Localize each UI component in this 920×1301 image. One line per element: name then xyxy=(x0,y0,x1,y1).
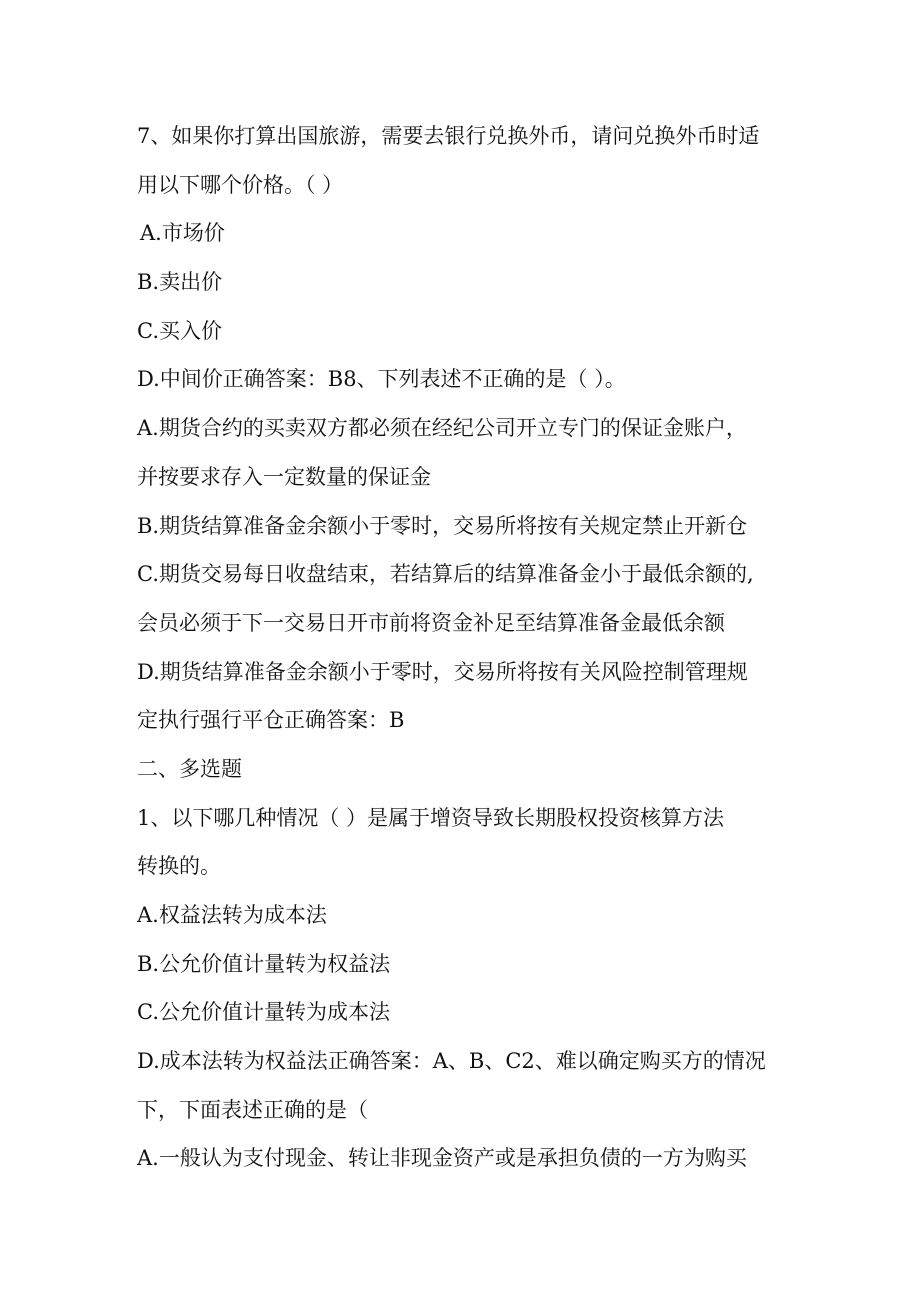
question-7-option-b: B.卖出价 xyxy=(137,270,223,295)
multi-question-1-option-c: C.公允价值计量转为成本法 xyxy=(137,1000,390,1025)
multi-question-2-line-2: 下，下面表述正确的是（ xyxy=(137,1097,368,1122)
question-7-option-c: C.买入价 xyxy=(137,318,222,343)
question-7-line-1: 7、如果你打算出国旅游，需要去银行兑换外币，请问兑换外币时适 xyxy=(137,124,760,148)
question-8-option-b: B.期货结算准备金余额小于零时，交易所将按有关规定禁止开新仓 xyxy=(137,513,748,538)
question-8-option-c-line-2: 会员必须于下一交易日开市前将资金补足至结算准备金最低余额 xyxy=(137,610,725,635)
multi-question-1-option-d-and-question-2: D.成本法转为权益法正确答案：A、B、C2、难以确定购买方的情况 xyxy=(137,1049,766,1074)
multi-question-1-option-b: B.公允价值计量转为权益法 xyxy=(137,951,391,976)
multi-question-1-line-1: 1、以下哪几种情况（ ）是属于增资导致长期股权投资核算方法 xyxy=(137,805,725,830)
section-heading-multiple-choice: 二、多选题 xyxy=(137,756,242,781)
question-7-option-a: A.市场价 xyxy=(140,221,225,246)
multi-question-1-option-a: A.权益法转为成本法 xyxy=(137,903,327,927)
question-7-option-d-and-question-8: D.中间价正确答案：B8、下列表述不正确的是（ ）。 xyxy=(137,367,626,392)
question-8-option-d-line-2: 定执行强行平仓正确答案：B xyxy=(137,708,405,733)
question-7-line-2: 用以下哪个价格。（ ） xyxy=(137,172,344,197)
question-8-option-a-line-2: 并按要求存入一定数量的保证金 xyxy=(137,464,431,489)
multi-question-2-option-a: A.一般认为支付现金、转让非现金资产或是承担负债的一方为购买 xyxy=(137,1146,747,1171)
question-8-option-c-line-1: C.期货交易每日收盘结束，若结算后的结算准备金小于最低余额的, xyxy=(137,562,754,587)
question-8-option-a-line-1: A.期货合约的买卖双方都必须在经纪公司开立专门的保证金账户， xyxy=(137,416,747,441)
question-8-option-d-line-1: D.期货结算准备金余额小于零时，交易所将按有关风险控制管理规 xyxy=(137,659,748,684)
document-body xyxy=(0,112,920,1183)
multi-question-1-line-2: 转换的。 xyxy=(137,854,221,879)
